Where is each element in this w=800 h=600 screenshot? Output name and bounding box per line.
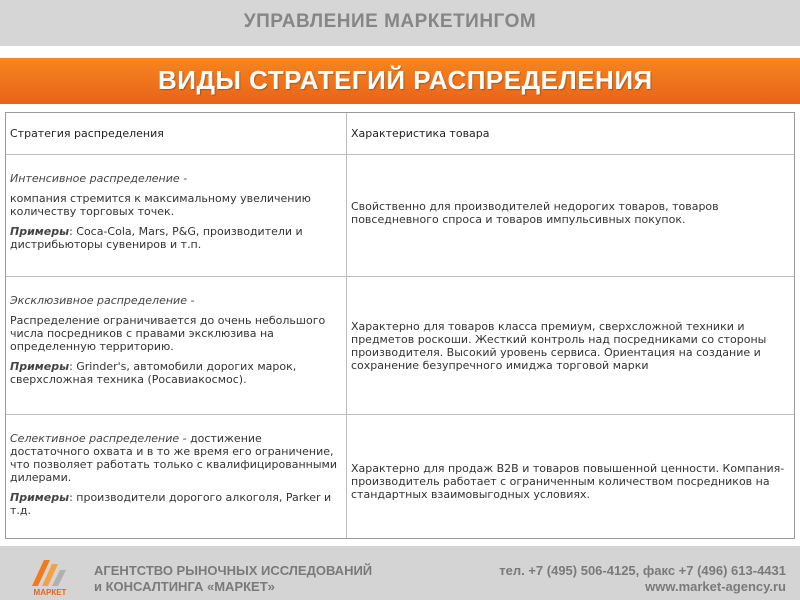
examples-label: Примеры (10, 225, 70, 238)
strategy-examples (10, 225, 342, 251)
table-header-row (6, 113, 794, 155)
strategy-table (5, 112, 795, 539)
strategy-description: компания стремится к максимальному увеличению количеству торговых точек. (10, 192, 311, 218)
header-title: УПРАВЛЕНИЕ МАРКЕТИНГОМ (243, 11, 537, 32)
column-header-characteristic: Характеристика товара (351, 127, 490, 140)
strategy-examples (10, 360, 342, 386)
column-header-strategy: Стратегия распределения (6, 113, 347, 154)
header-divider (0, 46, 800, 58)
characteristic-cell (347, 277, 794, 414)
strategy-cell (6, 415, 347, 538)
strategy-description: Распределение ограничивается до очень небольшого числа посредников с правами эксклюзива на определенную территорию. (10, 314, 326, 353)
examples-text: : Coca-Cola, Mars, P&G, производители и дистрибьюторы сувениров и т.п. (10, 225, 303, 251)
agency-name-line2: и КОНСАЛТИНГА «МАРКЕТ» (94, 579, 275, 594)
strategy-cell (6, 277, 347, 414)
characteristic-cell (347, 415, 794, 538)
strategy-description: достижение достаточного охвата и в то же время его ограничение, что позволяет работать только с квалифицированными дилерами. (10, 432, 337, 484)
footer-bar (0, 546, 800, 600)
market-logo (28, 556, 72, 596)
table-row (6, 277, 794, 415)
header-bar (0, 0, 800, 46)
strategy-name-and-description (10, 432, 342, 484)
characteristic-text: Характерно для товаров класса премиум, сверхсложной техники и предметов роскоши. Жесткий контроль над посредниками со стороны производителя. Высокий уровень сервиса. Ориентация на создание и сохранение безупречного имиджа торговой марки (351, 319, 767, 372)
strategy-name: Эксклюзивное распределение - (10, 294, 195, 307)
strategy-name: Селективное распределение - (10, 432, 187, 445)
examples-text: : производители дорогого алкоголя, Parker и т.д. (10, 491, 332, 517)
contact-phone: тел. +7 (495) 506-4125, факс +7 (496) 613-4431 (499, 563, 786, 578)
agency-name-line1: АГЕНТСТВО РЫНОЧНЫХ ИССЛЕДОВАНИЙ (94, 563, 373, 578)
characteristic-cell (347, 155, 794, 276)
examples-text: : Grinder's, автомобили дорогих марок, сверхсложная техника (Росавиакосмос). (10, 360, 297, 386)
characteristic-text: Свойственно для производителей недорогих товаров, товаров повседневного спроса и товаров импульсивных покупок. (351, 199, 719, 226)
website-link[interactable]: www.market-agency.ru (645, 579, 786, 594)
characteristic-text: Характерно для продаж B2B и товаров повышенной ценности. Компания-производитель работает с ограниченным количеством посредников на стандартных взаимовыгодных условиях. (351, 462, 785, 501)
examples-label: Примеры (10, 360, 70, 373)
slide-title: ВИДЫ СТРАТЕГИЙ РАСПРЕДЕЛЕНИЯ (158, 65, 653, 95)
logo-text: МАРКЕТ (33, 588, 67, 596)
table-row (6, 415, 794, 538)
title-banner (0, 58, 800, 104)
strategy-examples (10, 491, 342, 517)
strategy-name: Интенсивное распределение - (10, 172, 188, 185)
table-row (6, 155, 794, 277)
strategy-cell (6, 155, 347, 276)
examples-label: Примеры (10, 491, 70, 504)
